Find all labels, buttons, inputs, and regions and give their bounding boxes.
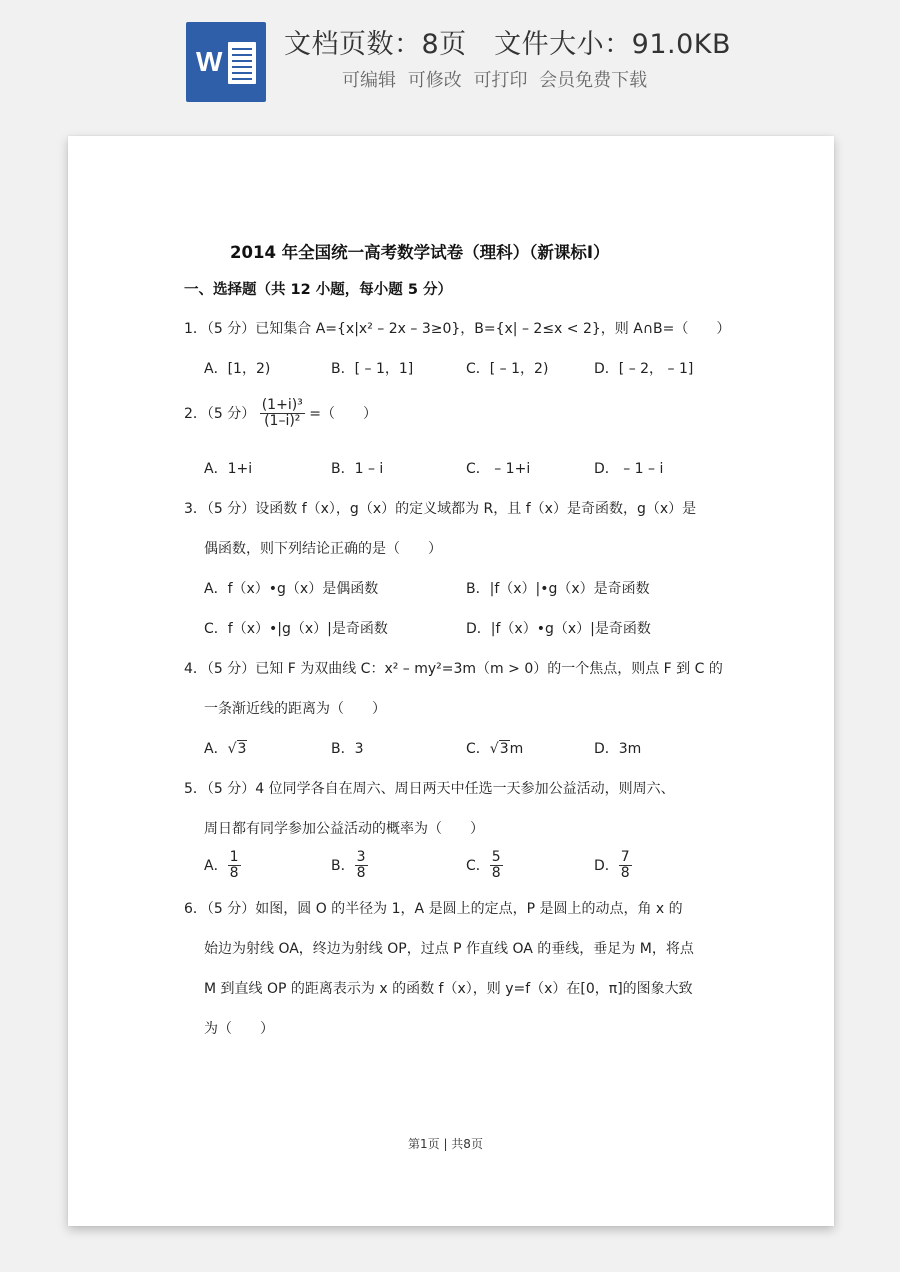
question-3-line-2: 偶函数，则下列结论正确的是（ ） bbox=[204, 541, 442, 557]
question-2-numerator: (1+i)³ bbox=[261, 397, 303, 413]
question-5-option-a-den: 8 bbox=[229, 865, 239, 882]
question-6-line-1: 6．（5 分）如图，圆 O 的半径为 1，A 是圆上的定点，P 是圆上的动点，角 x 的 bbox=[184, 901, 683, 917]
question-4-option-b: B．3 bbox=[331, 741, 364, 757]
question-2-option-c: C． – 1+i bbox=[466, 461, 531, 477]
question-5-option-c bbox=[466, 850, 503, 882]
question-5-option-b-fraction bbox=[355, 850, 368, 882]
question-5-option-c-prefix: C． bbox=[466, 857, 490, 874]
file-info-subtitle: 可编辑 可修改 可打印 会员免费下载 bbox=[342, 70, 648, 91]
question-2-stem bbox=[184, 398, 377, 430]
word-icon-lines bbox=[228, 42, 256, 84]
question-3-option-a: A．f（x）•g（x）是偶函数 bbox=[204, 581, 379, 597]
question-2-option-a: A．1+i bbox=[204, 461, 253, 477]
question-6-line-4: 为（ ） bbox=[204, 1021, 274, 1037]
question-5-option-c-fraction bbox=[490, 850, 503, 882]
question-4-line-1: 4．（5 分）已知 F 为双曲线 C：x² – my²=3m（m > 0）的一个焦点，则点 F 到 C 的 bbox=[184, 661, 723, 677]
question-2-option-b: B．1 – i bbox=[331, 461, 384, 477]
question-5-option-a-num: 1 bbox=[229, 849, 239, 865]
question-5-option-d-fraction bbox=[619, 850, 632, 882]
question-5-option-a-prefix: A． bbox=[204, 857, 228, 874]
question-2-denominator: (1–i)² bbox=[264, 413, 301, 430]
sqrt-symbol: √3 bbox=[227, 741, 247, 757]
question-5-option-c-den: 8 bbox=[491, 865, 501, 882]
question-3-option-c: C．f（x）•|g（x）|是奇函数 bbox=[204, 621, 388, 637]
question-5-line-2: 周日都有同学参加公益活动的概率为（ ） bbox=[204, 821, 484, 837]
question-5-option-b-num: 3 bbox=[356, 849, 366, 865]
question-4-option-a bbox=[204, 738, 247, 758]
question-6-line-3: M 到直线 OP 的距离表示为 x 的函数 f（x），则 y=f（x）在[0，π]的图象大致 bbox=[204, 981, 693, 997]
question-4-option-a-prefix: A． bbox=[204, 741, 228, 757]
question-4-line-2: 一条渐近线的距离为（ ） bbox=[204, 701, 386, 717]
question-4-option-a-radicand: 3 bbox=[237, 741, 247, 757]
question-4-option-d: D．3m bbox=[594, 741, 642, 757]
question-1-option-d: D．[ – 2， – 1] bbox=[594, 361, 694, 377]
question-1-stem: 1．（5 分）已知集合 A={x|x² – 2x – 3≥0}，B={x| – 2≤x < 2}，则 A∩B=（ ） bbox=[184, 321, 731, 337]
word-icon-letter: W bbox=[196, 46, 223, 77]
question-4-option-c-radicand: 3 bbox=[499, 741, 509, 757]
question-3-option-d: D．|f（x）•g（x）|是奇函数 bbox=[466, 621, 651, 637]
page-footer: 第1页 | 共8页 bbox=[408, 1137, 483, 1151]
question-3-line-1: 3．（5 分）设函数 f（x），g（x）的定义域都为 R，且 f（x）是奇函数，g（x）是 bbox=[184, 501, 697, 517]
question-1-option-b: B．[ – 1，1] bbox=[331, 361, 414, 377]
question-5-option-b bbox=[331, 850, 368, 882]
document-title: 2014 年全国统一高考数学试卷（理科）（新课标Ⅰ） bbox=[230, 243, 610, 262]
word-document-icon bbox=[186, 22, 266, 102]
question-5-option-d bbox=[594, 850, 632, 882]
question-2-prefix: 2．（5 分） bbox=[184, 405, 256, 422]
question-5-option-a bbox=[204, 850, 241, 882]
question-5-option-a-fraction bbox=[228, 850, 241, 882]
sqrt-symbol: √3 bbox=[489, 741, 509, 757]
question-1-option-a: A．[1，2) bbox=[204, 361, 271, 377]
question-1-option-c: C．[ – 1，2) bbox=[466, 361, 549, 377]
question-2-fraction bbox=[260, 398, 305, 430]
header bbox=[0, 0, 900, 130]
question-5-line-1: 5．（5 分）4 位同学各自在周六、周日两天中任选一天参加公益活动，则周六、 bbox=[184, 781, 675, 797]
question-2-option-d: D． – 1 – i bbox=[594, 461, 664, 477]
file-info-title: 文档页数：8页 文件大小：91.0KB bbox=[284, 29, 732, 60]
question-5-option-c-num: 5 bbox=[491, 849, 501, 865]
question-6-line-2: 始边为射线 OA，终边为射线 OP，过点 P 作直线 OA 的垂线，垂足为 M，将点 bbox=[204, 941, 694, 957]
question-5-option-d-prefix: D． bbox=[594, 857, 619, 874]
document-page bbox=[68, 136, 834, 1226]
question-3-option-b: B．|f（x）|•g（x）是奇函数 bbox=[466, 581, 650, 597]
question-4-option-c-suffix: m bbox=[509, 741, 524, 757]
question-5-option-d-num: 7 bbox=[620, 849, 630, 865]
question-4-option-c-prefix: C． bbox=[466, 741, 490, 757]
section-title: 一、选择题（共 12 小题，每小题 5 分） bbox=[184, 282, 452, 298]
question-2-suffix: =（ ） bbox=[309, 405, 377, 422]
question-4-option-c bbox=[466, 738, 523, 758]
question-5-option-b-prefix: B． bbox=[331, 857, 355, 874]
question-5-option-b-den: 8 bbox=[356, 865, 366, 882]
question-5-option-d-den: 8 bbox=[620, 865, 630, 882]
